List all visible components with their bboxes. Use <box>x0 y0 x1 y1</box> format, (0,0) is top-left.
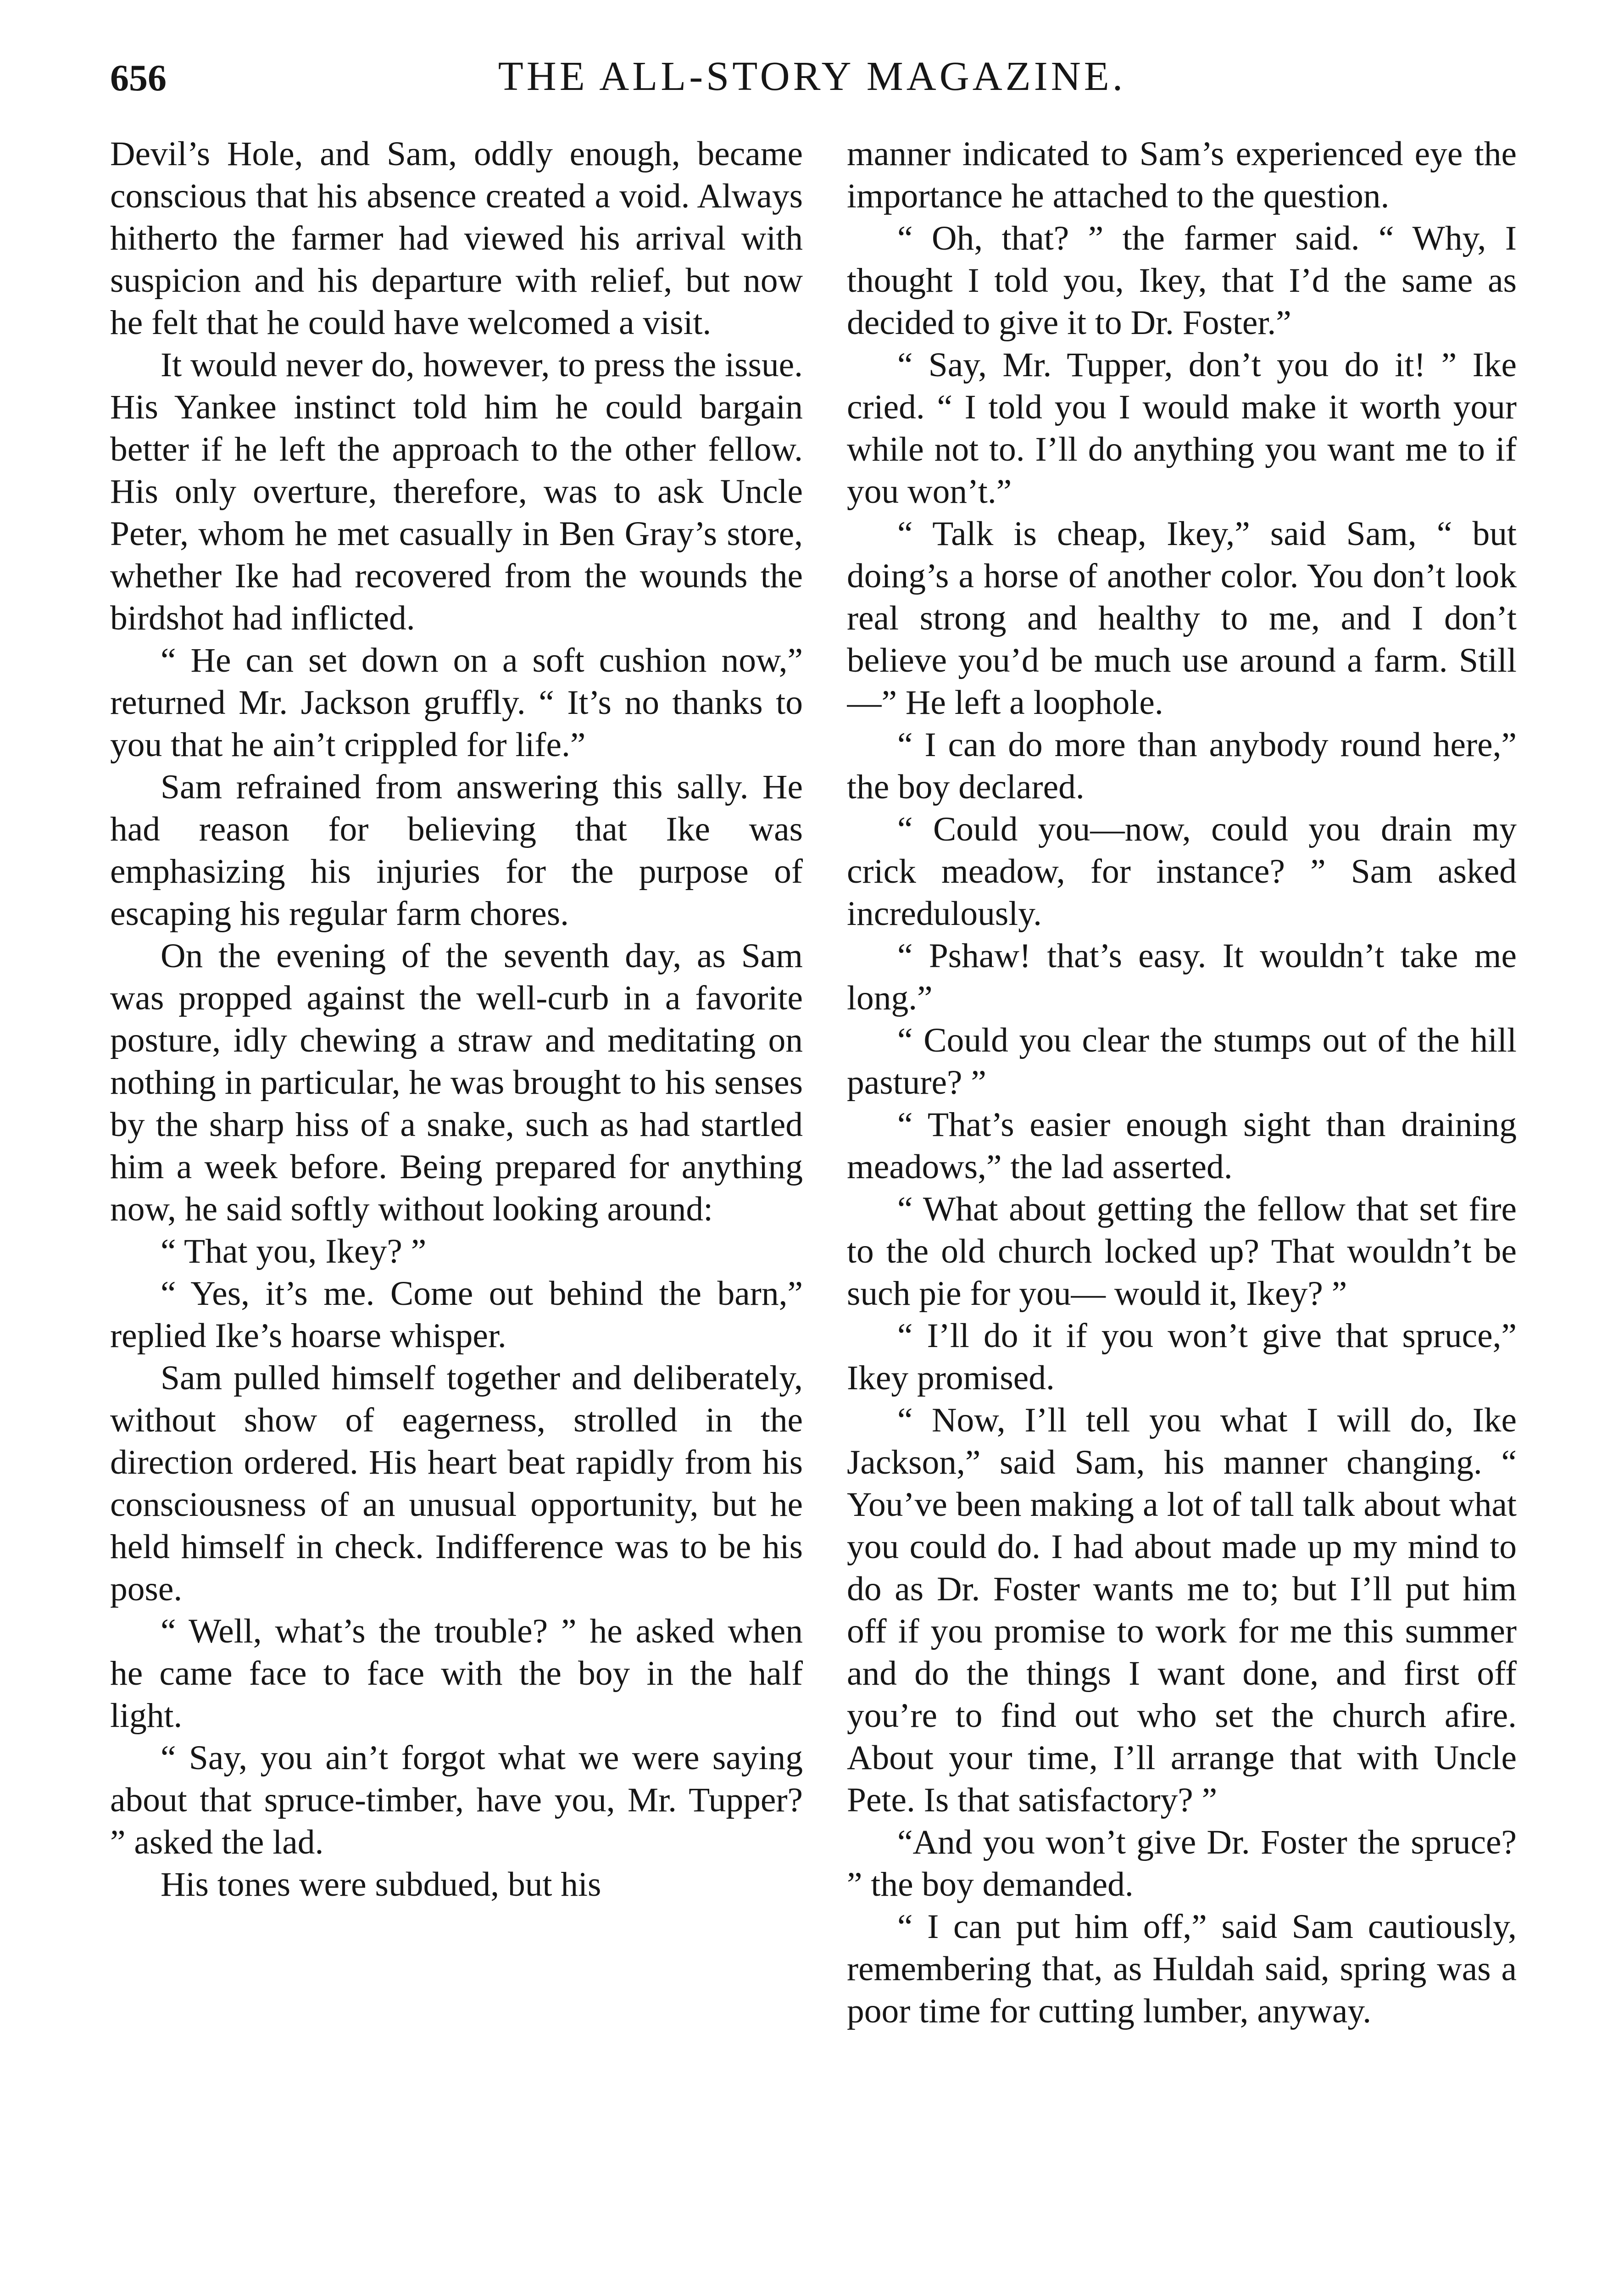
paragraph: “ Now, I’ll tell you what I will do, Ike Jackson,” said Sam, his manner changing. “ You’ve been making a lot of tall talk about what you could do. I had about made up my mind to do as Dr. Foster wants me to; but I’ll put him off if you promise to work for me this summer and do the things I want done, and first off you’re to find out who set the church afire. About your time, I’ll arrange that with Uncle Pete. Is that satisfactory? ” <box>847 1401 1517 1819</box>
paragraph: “ Yes, it’s me. Come out behind the barn,” replied Ike’s hoarse whisper. <box>110 1275 803 1355</box>
paragraph: Sam pulled himself together and deliberately, without show of eagerness, strolled in the direction ordered. His heart beat rapidly from his consciousness of an unusual opportunity, but he held himself in check. Indifference was to be his pose. <box>110 1359 803 1608</box>
paragraph: “ That you, Ikey? ” <box>161 1232 427 1270</box>
paragraph: “ Talk is cheap, Ikey,” said Sam, “ but doing’s a horse of another color. You don’t look real strong and healthy to me, and I don’t believe you’d be much use around a farm. Still—” He left a loophole. <box>847 515 1517 722</box>
paragraph: manner indicated to Sam’s experienced eye the importance he attached to the question. <box>847 135 1517 215</box>
paragraph: “ That’s easier enough sight than draining meadows,” the lad asserted. <box>847 1106 1517 1186</box>
paragraph: “ Oh, that? ” the farmer said. “ Why, I thought I told you, Ikey, that I’d the same as decided to give it to Dr. Foster.” <box>847 219 1517 342</box>
paragraph: “ What about getting the fellow that set fire to the old church locked up? That wouldn’t be such pie for you— would it, Ikey? ” <box>847 1190 1517 1313</box>
page-number: 656 <box>110 57 167 99</box>
paragraph: “ I can do more than anybody round here,” the boy declared. <box>847 726 1517 806</box>
right-column <box>847 133 1517 2294</box>
paragraph: “ Pshaw! that’s easy. It wouldn’t take me long.” <box>847 937 1517 1017</box>
paragraph: “ Could you clear the stumps out of the hill pasture? ” <box>847 1021 1517 1102</box>
paragraph: Devil’s Hole, and Sam, oddly enough, became conscious that his absence created a void. Always hitherto the farmer had viewed his arrival with suspicion and his departure with relief, but now he felt that he could have welcomed a visit. <box>110 135 803 342</box>
paragraph: “ Could you—now, could you drain my crick meadow, for instance? ” Sam asked incredulously. <box>847 810 1517 933</box>
paragraph: “And you won’t give Dr. Foster the spruce? ” the boy demanded. <box>847 1823 1517 1904</box>
paragraph: “ I can put him off,” said Sam cautiously, remembering that, as Huldah said, spring was a poor time for cutting lumber, anyway. <box>847 1908 1517 2030</box>
paragraph: Sam refrained from answering this sally. He had reason for believing that Ike was emphasizing his injuries for the purpose of escaping his regular farm chores. <box>110 768 803 933</box>
running-head: THE ALL-STORY MAGAZINE. <box>498 54 1126 99</box>
paragraph: “ Say, Mr. Tupper, don’t you do it! ” Ike cried. “ I told you I would make it worth your while not to. I’ll do anything you want me to if you won’t.” <box>847 346 1517 511</box>
paragraph: “ He can set down on a soft cushion now,” returned Mr. Jackson gruffly. “ It’s no thanks to you that he ain’t crippled for life.” <box>110 641 803 764</box>
left-column <box>110 133 803 2294</box>
paragraph: “ Say, you ain’t forgot what we were saying about that spruce-timber, have you, Mr. Tupper? ” asked the lad. <box>110 1739 803 1861</box>
paragraph: His tones were subdued, but his <box>161 1865 601 1904</box>
paragraph: “ Well, what’s the trouble? ” he asked when he came face to face with the boy in the half light. <box>110 1612 803 1735</box>
paragraph: “ I’ll do it if you won’t give that spruce,” Ikey promised. <box>847 1317 1517 1397</box>
paragraph: On the evening of the seventh day, as Sam was propped against the well-curb in a favorite posture, idly chewing a straw and meditating on nothing in particular, he was brought to his senses by the sharp hiss of a snake, such as had startled him a week before. Being prepared for anything now, he said softly without looking around: <box>110 937 803 1228</box>
paragraph: It would never do, however, to press the issue. His Yankee instinct told him he could bargain better if he left the approach to the other fellow. His only overture, therefore, was to ask Uncle Peter, whom he met casually in Ben Gray’s store, whether Ike had recovered from the wounds the birdshot had inflicted. <box>110 346 803 637</box>
